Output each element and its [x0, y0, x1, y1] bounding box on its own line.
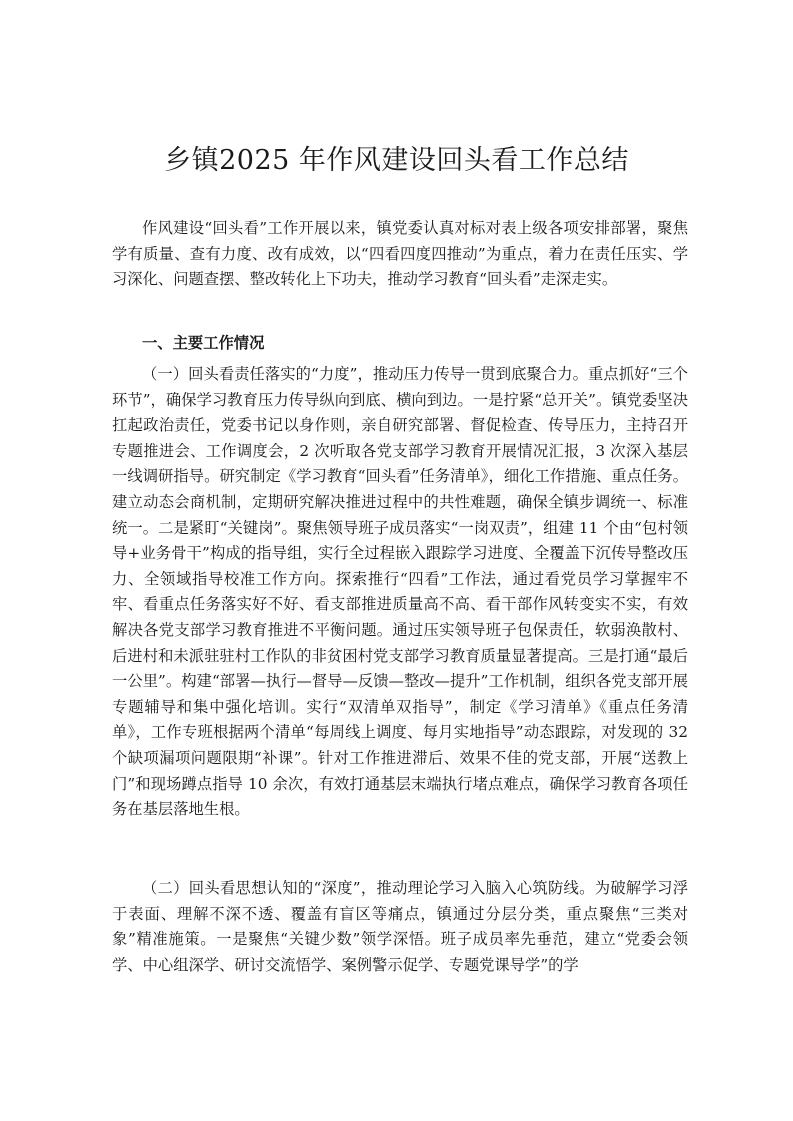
intro-paragraph: 作风建设“回头看”工作开展以来，镇党委认真对标对表上级各项安排部署，聚焦学有质量、查有力度、改有成效，以“四看四度四推动”为重点，着力在责任压实、学习深化、问题查摆、整改转化上下功夫，推动学习教育“回头看”走深走实。 [112, 219, 688, 289]
section-paragraph-2: （二）回头看思想认知的“深度”，推动理论学习入脑入心筑防线。为破解学习浮于表面、理解不深不透、覆盖有盲区等痛点，镇通过分层分类，重点聚焦“三类对象”精准施策。一是聚焦“关键少数”领学深悟。班子成员率先垂范，建立“党委会领学、中心组深学、研讨交流悟学、案例警示促学、专题党课导学”的学 [112, 879, 688, 974]
section-heading: 一、主要工作情况 [142, 334, 265, 352]
section-paragraph-1: （一）回头看责任落实的“力度”，推动压力传导一贯到底聚合力。重点抓好“三个环节”，确保学习教育压力传导纵向到底、横向到边。一是拧紧“总开关”。镇党委坚决扛起政治责任，党委书记以身作则，亲自研究部署、督促检查、传导压力，主持召开专题推进会、工作调度会，2 次听取各党支部学习教育开展情况汇报，3 次深入基层一线调研指导。研究制定《学习教育“回头看”任务清单》，细化工作措施、重点任务。建立动态会商机制，定期研究解决推进过程中的共性难题，确保全镇步调统一、标准统一。二是紧盯“关键岗”。聚焦领导班子成员落实“一岗双责”，组建 11 个由“包村领导+业务骨干”构成的指导组，实行全过程嵌入跟踪学习进度、全覆盖下沉传导整改压力、全领域指导校准工作方向。探索推行“四看”工作法，通过看党员学习掌握牢不牢、看重点任务落实好不好、看支部推进质量高不高、看干部作风转变实不实，有效解决各党支部学习教育推进不平衡问题。通过压实领导班子包保责任，软弱涣散村、后进村和未派驻驻村工作队的非贫困村党支部学习教育质量显著提高。三是打通“最后一公里”。构建“部署—执行—督导—反馈—整改—提升”工作机制，组织各党支部开展专题辅导和集中强化培训。实行“双清单双指导”，制定《学习清单》《重点任务清单》，工作专班根据两个清单“每周线上调度、每月实地指导”动态跟踪，对发现的 32 个缺项漏项问题限期“补课”。针对工作推进滞后、效果不佳的党支部，开展“送教上门”和现场蹲点指导 10 余次，有效打通基层末端执行堵点难点，确保学习教育各项任务在基层落地生根。 [112, 365, 688, 819]
document-title: 乡镇2025 年作风建设回头看工作总结 [164, 145, 629, 176]
